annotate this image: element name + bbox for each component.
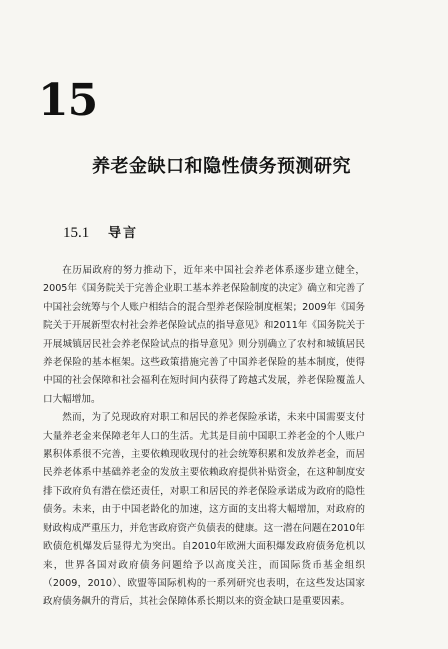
section-heading: [63, 222, 138, 244]
paragraph: 然而，为了兑现政府对职工和居民的养老保险承诺，未来中国需要支付大量养老金来保障老年人口的生活。尤其是目前中国职工养老金的个人账户累积体系很不完善，主要依赖现收现付的社会统筹积累和发放养老金，而居民养老体系中基础养老金的发放主要依赖政府提供补贴资金，在这种制度安排下政府负有潜在偿还责任，对职工和居民的养老保险承诺成为政府的隐性债务。未来，由于中国老龄化的加速，这方面的支出将大幅增加，对政府的财政构成严重压力，并危害政府资产负债表的健康。这一潜在问题在2010年欧债危机爆发后显得尤为突出。自2010年欧洲大面积爆发政府债务危机以来，世界各国对政府债务问题给予以高度关注，而国际货币基金组织（2009，2010）、欧盟等国际机构的一系列研究也表明，在这些发达国家政府债务飙升的背后，其社会保障体系长期以来的资金缺口是重要因素。: [43, 412, 365, 608]
body-text: [43, 262, 365, 612]
section-number: 15.1: [63, 225, 90, 241]
section-title: 导言: [108, 226, 139, 241]
chapter-title: 养老金缺口和隐性债务预测研究: [92, 156, 351, 177]
paragraph: 在历届政府的努力推动下，近年来中国社会养老体系逐步建立健全，2005年《国务院关于完善企业职工基本养老保险制度的决定》确立和完善了中国社会统筹与个人账户相结合的混合型养老保险制度框架；2009年《国务院关于开展新型农村社会养老保险试点的指导意见》和2011年《国务院关于开展城镇居民社会养老保险试点的指导意见》则分别确立了农村和城镇居民养老保险的基本框架。这些政策措施完善了中国养老保险的基本制度，使得中国的社会保障和社会福利在短时间内获得了跨越式发展，养老保险覆盖人口大幅增加。: [43, 265, 365, 405]
chapter-number: 15: [38, 75, 98, 126]
